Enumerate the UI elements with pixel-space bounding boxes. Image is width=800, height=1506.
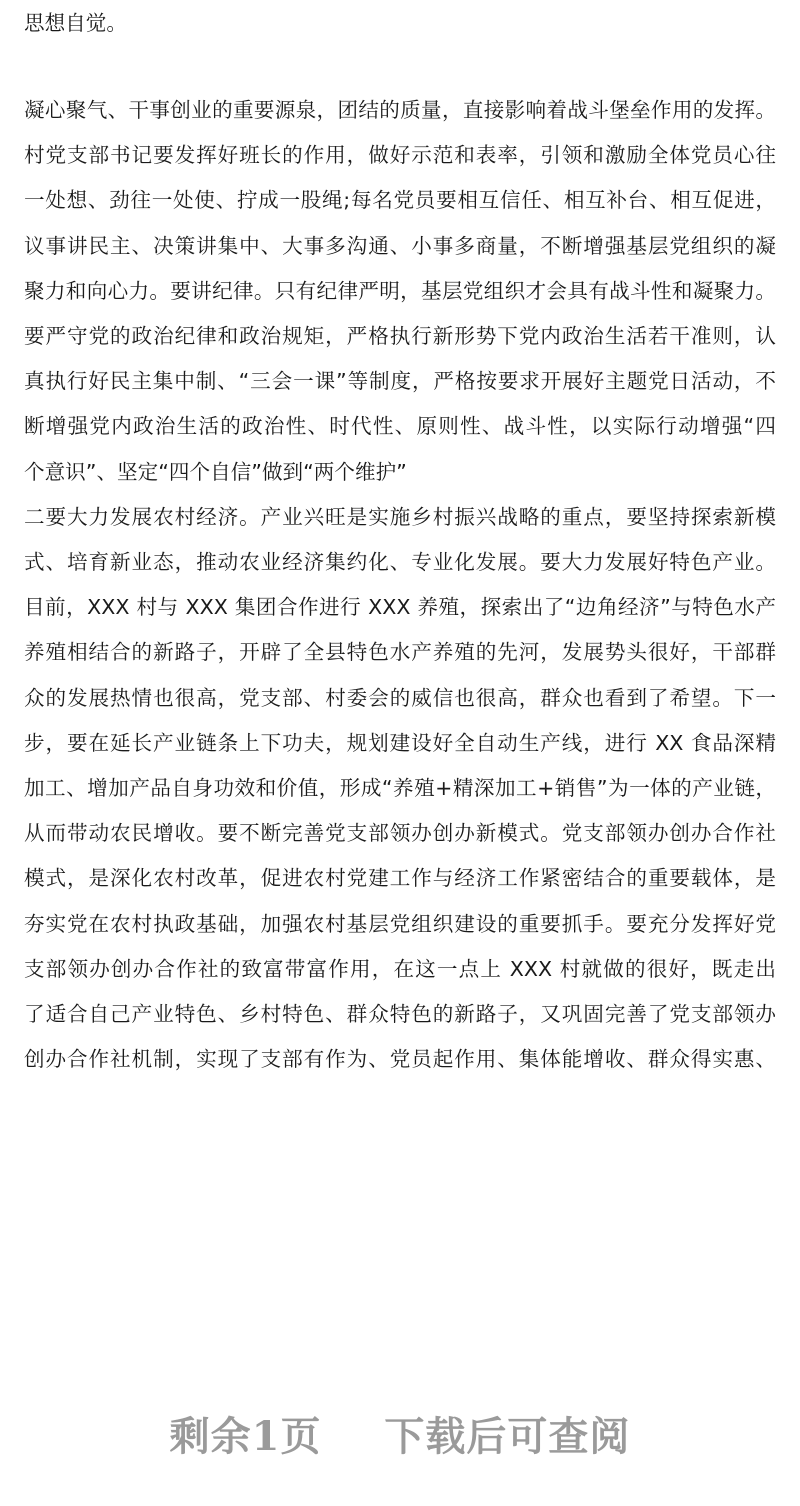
text-line: 步，要在延长产业链条上下功夫，规划建设好全自动生产线，进行 XX 食品深精 xyxy=(24,730,776,755)
text-line: 养殖相结合的新路子，开辟了全县特色水产养殖的先河，发展势头很好，干部群 xyxy=(24,640,776,665)
text-line: 加工、增加产品自身功效和价值，形成“养殖+精深加工+销售”为一体的产业链， xyxy=(24,776,776,800)
text-line: 模式，是深化农村改革，促进农村党建工作与经济工作紧密结合的重要载体，是 xyxy=(24,866,776,891)
text-line: 个意识”、坚定“四个自信”做到“两个维护” xyxy=(24,459,407,484)
text-line: 聚力和向心力。要讲纪律。只有纪律严明，基层党组织才会具有战斗性和凝聚力。 xyxy=(24,278,776,303)
remaining-pages-label: 剩余1页 xyxy=(169,1413,322,1460)
text-line: 村党支部书记要发挥好班长的作用，做好示范和表率，引领和激励全体党员心往 xyxy=(24,143,776,168)
text-line: 凝心聚气、干事创业的重要源泉，团结的质量，直接影响着战斗堡垒作用的发挥。 xyxy=(24,98,776,122)
text-line: 从而带动农民增收。要不断完善党支部领办创办新模式。党支部领办创办合作社 xyxy=(24,821,776,846)
text-line: 支部领办创办合作社的致富带富作用，在这一点上 XXX 村就做的很好，既走出 xyxy=(24,956,776,981)
text-line: 真执行好民主集中制、“三会一课”等制度，严格按要求开展好主题党日活动，不 xyxy=(24,369,776,394)
text-line: 要严守党的政治纪律和政治规矩，严格执行新形势下党内政治生活若干准则，认 xyxy=(24,324,776,348)
text-line: 思想自觉。 xyxy=(24,11,127,35)
text-line: 创办合作社机制，实现了支部有作为、党员起作用、集体能增收、群众得实惠、 xyxy=(24,1047,776,1072)
text-line: 式、培育新业态，推动农业经济集约化、专业化发展。要大力发展好特色产业。 xyxy=(24,550,776,574)
text-line: 二要大力发展农村经济。产业兴旺是实施乡村振兴战略的重点，要坚持探索新模 xyxy=(24,504,776,529)
text-line: 议事讲民主、决策讲集中、大事多沟通、小事多商量，不断增强基层党组织的凝 xyxy=(24,233,776,258)
download-to-view-label[interactable]: 下载后可查阅 xyxy=(384,1413,631,1460)
text-line: 了适合自己产业特色、乡村特色、群众特色的新路子，又巩固完善了党支部领办 xyxy=(24,1002,776,1026)
text-line: 夯实党在农村执政基础，加强农村基层党组织建设的重要抓手。要充分发挥好党 xyxy=(24,911,776,936)
download-prompt[interactable] xyxy=(0,1405,800,1462)
text-line: 断增强党内政治生活的政治性、时代性、原则性、战斗性，以实际行动增强“四 xyxy=(24,414,776,439)
text-line: 众的发展热情也很高，党支部、村委会的威信也很高，群众也看到了希望。下一 xyxy=(24,685,776,710)
text-line: 一处想、劲往一处使、拧成一股绳;每名党员要相互信任、相互补台、相互促进， xyxy=(24,188,776,213)
text-line: 目前，XXX 村与 XXX 集团合作进行 XXX 养殖，探索出了“边角经济”与特色水产 xyxy=(24,595,776,620)
